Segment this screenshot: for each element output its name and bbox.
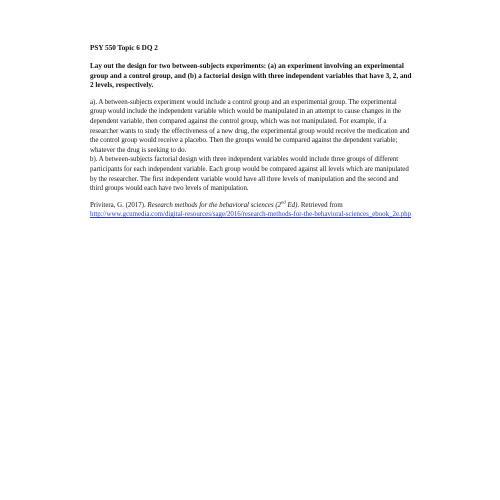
reference-link[interactable]: http://www.gcumedia.com/digital-resources/sage/2016/research-methods-for-the-behavioral-sciences_ebook_2e.php — [90, 211, 412, 219]
answer-part-b: b). A between-subjects factorial design with three independent variables would include three groups of different participants for each independent variable. Each group would be compared against all levels which are manipulated by the researcher. The first independent variable would have all three levels of manipulation and the second and third groups would each have two levels of manipulation. — [90, 156, 409, 193]
reference-edition-superscript: nd — [281, 199, 286, 205]
reference-authors: Privitera, G. (2017). — [90, 201, 148, 209]
answer-part-a: a). A between-subjects experiment would include a control group and an experimental group. The experimental group would include the independent variable which would be manipulated in an attempt to cause changes in the dependent variable, then compared against the control group, which was not manipulated. For example, if a researcher wants to study the effectiveness of a new drug, the experimental group would receive the medication and the control group would receive a placebo. Then the groups would be compared against the dependent variable; whatever the drug is seeking to do. — [90, 98, 410, 154]
reference-book-title — [147, 199, 298, 209]
discussion-question: Lay out the design for two between-subjects experiments: (a) an experiment involving an experimental group and a control group, and (b) a factorial design with three independent variables that have 3, 2, and 2 levels, respectively. — [90, 62, 412, 90]
reference-citation — [90, 201, 412, 220]
document-title: PSY 550 Topic 6 DQ 2 — [90, 44, 158, 52]
document-page — [90, 44, 412, 220]
reference-retrieved: . Retrieved from — [297, 201, 343, 209]
reference-book-title-start: Research methods for the behavioral sciences (2 — [147, 201, 282, 209]
reference-book-title-end: Ed) — [285, 201, 298, 209]
